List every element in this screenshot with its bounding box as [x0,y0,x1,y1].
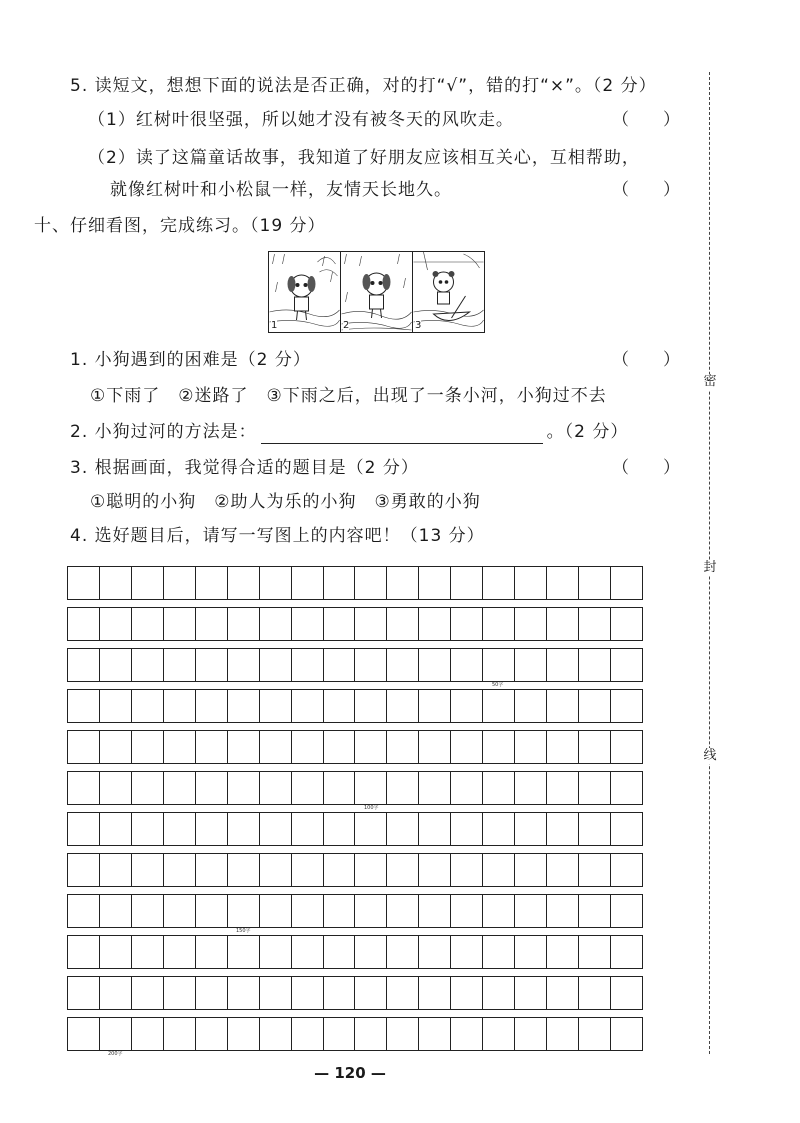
grid-cell[interactable] [419,649,451,681]
grid-cell[interactable] [100,936,132,968]
grid-cell[interactable] [611,936,643,968]
panel-number: 2 [343,320,350,331]
grid-cell[interactable] [260,854,292,886]
grid-cell[interactable] [196,731,228,763]
grid-cell[interactable] [68,1018,100,1050]
grid-cell[interactable] [196,649,228,681]
grid-cell[interactable] [451,977,483,1009]
grid-cell[interactable] [515,649,547,681]
grid-cell[interactable] [260,649,292,681]
grid-cell[interactable] [260,567,292,599]
grid-cell[interactable] [547,608,579,640]
word-count-marker: 100字 [364,805,379,811]
grid-cell[interactable] [515,731,547,763]
grid-cell[interactable] [419,608,451,640]
grid-cell[interactable] [611,895,643,927]
grid-cell[interactable] [196,813,228,845]
grid-cell[interactable] [579,813,611,845]
grid-cell[interactable] [579,772,611,804]
grid-cell[interactable] [324,854,356,886]
writing-grid[interactable] [67,566,643,1058]
grid-cell[interactable] [228,649,260,681]
grid-cell[interactable] [228,567,260,599]
answer-paren[interactable]: （ ） [612,350,680,370]
grid-cell[interactable] [483,936,515,968]
grid-cell[interactable] [611,854,643,886]
grid-row [67,730,643,764]
grid-cell[interactable] [196,567,228,599]
grid-cell[interactable] [355,649,387,681]
grid-cell[interactable] [196,854,228,886]
grid-cell[interactable] [164,977,196,1009]
grid-cell[interactable] [324,813,356,845]
grid-cell[interactable] [100,649,132,681]
grid-cell[interactable] [483,854,515,886]
grid-cell[interactable] [611,977,643,1009]
grid-cell[interactable] [579,1018,611,1050]
grid-cell[interactable] [515,772,547,804]
grid-row [67,689,643,723]
grid-cell[interactable] [132,567,164,599]
grid-cell[interactable] [355,977,387,1009]
grid-cell[interactable] [483,1018,515,1050]
grid-cell[interactable] [355,854,387,886]
grid-cell[interactable] [228,936,260,968]
grid-cell[interactable] [100,608,132,640]
grid-cell[interactable] [324,1018,356,1050]
q5-stem: 5. 读短文，想想下面的说法是否正确，对的打“√”，错的打“×”。（2 分） [70,76,657,96]
grid-cell[interactable] [355,567,387,599]
grid-cell[interactable] [355,690,387,722]
question-1-options: ①下雨了 ②迷路了 ③下雨之后，出现了一条小河，小狗过不去 [90,386,607,406]
grid-cell[interactable] [451,567,483,599]
grid-cell[interactable] [132,690,164,722]
grid-cell[interactable] [387,731,419,763]
q5-item-2-cont: 就像红树叶和小松鼠一样，友情天长地久。 [110,180,452,200]
grid-cell[interactable] [611,690,643,722]
grid-cell[interactable] [419,1018,451,1050]
grid-cell[interactable] [292,772,324,804]
grid-cell[interactable] [387,608,419,640]
grid-cell[interactable] [164,936,196,968]
grid-cell[interactable] [132,813,164,845]
grid-cell[interactable] [419,772,451,804]
grid-cell[interactable] [611,649,643,681]
grid-cell[interactable] [164,1018,196,1050]
grid-cell[interactable] [132,649,164,681]
grid-cell[interactable] [196,895,228,927]
grid-cell[interactable] [228,608,260,640]
grid-cell[interactable] [228,977,260,1009]
grid-cell[interactable] [324,649,356,681]
grid-cell[interactable] [68,977,100,1009]
grid-row [67,812,643,846]
grid-cell[interactable] [451,813,483,845]
grid-cell[interactable] [324,936,356,968]
grid-cell[interactable] [292,895,324,927]
grid-cell[interactable] [260,936,292,968]
grid-cell[interactable] [68,895,100,927]
grid-cell[interactable] [547,649,579,681]
grid-cell[interactable] [515,608,547,640]
grid-row [67,771,643,811]
grid-cell[interactable] [292,649,324,681]
grid-cell[interactable] [292,854,324,886]
grid-cell[interactable] [355,772,387,804]
question-2-label: 2. 小狗过河的方法是： [70,422,257,442]
grid-cell[interactable] [164,567,196,599]
grid-cell[interactable] [196,977,228,1009]
grid-row [67,976,643,1010]
grid-cell[interactable] [611,731,643,763]
grid-cell[interactable] [164,854,196,886]
grid-cell[interactable] [324,895,356,927]
grid-row [67,853,643,887]
question-2-score: 。（2 分） [546,422,629,442]
grid-cell[interactable] [355,608,387,640]
grid-cell[interactable] [164,772,196,804]
grid-cell[interactable] [292,977,324,1009]
grid-cell[interactable] [387,649,419,681]
grid-cell[interactable] [355,1018,387,1050]
grid-cell[interactable] [132,977,164,1009]
word-count-marker: 150字 [236,928,251,934]
grid-cell[interactable] [68,608,100,640]
grid-cell[interactable] [324,567,356,599]
grid-cell[interactable] [100,895,132,927]
grid-cell[interactable] [419,895,451,927]
grid-cell[interactable] [451,772,483,804]
grid-cell[interactable] [611,813,643,845]
grid-cell[interactable] [132,854,164,886]
binding-char: 密 [703,374,717,389]
grid-row [67,1017,643,1057]
grid-cell[interactable] [419,567,451,599]
answer-paren[interactable]: （ ） [612,180,680,200]
grid-cell[interactable] [451,649,483,681]
grid-cell[interactable] [132,936,164,968]
grid-cell[interactable] [579,649,611,681]
grid-cell[interactable] [547,895,579,927]
grid-cell[interactable] [292,608,324,640]
grid-cell[interactable] [547,977,579,1009]
grid-cell[interactable] [68,567,100,599]
grid-cell[interactable] [228,854,260,886]
grid-cell[interactable] [292,1018,324,1050]
grid-cell[interactable] [547,936,579,968]
grid-cell[interactable] [260,1018,292,1050]
grid-cell[interactable] [292,936,324,968]
grid-cell[interactable] [196,608,228,640]
comic-panel-2 [341,252,413,332]
grid-cell[interactable] [260,977,292,1009]
grid-row [67,935,643,969]
grid-cell[interactable] [547,854,579,886]
grid-cell[interactable] [228,731,260,763]
grid-cell[interactable] [515,936,547,968]
grid-cell[interactable] [68,731,100,763]
grid-cell[interactable] [387,977,419,1009]
grid-cell[interactable] [196,1018,228,1050]
grid-cell[interactable] [164,608,196,640]
grid-cell[interactable] [547,567,579,599]
grid-cell[interactable] [260,813,292,845]
grid-cell[interactable] [164,895,196,927]
grid-cell[interactable] [451,895,483,927]
grid-cell[interactable] [515,977,547,1009]
grid-cell[interactable] [100,690,132,722]
grid-cell[interactable] [451,731,483,763]
grid-cell[interactable] [611,772,643,804]
grid-cell[interactable] [547,690,579,722]
grid-cell[interactable] [419,731,451,763]
grid-cell[interactable] [451,608,483,640]
grid-cell[interactable] [292,731,324,763]
grid-cell[interactable] [132,608,164,640]
grid-cell[interactable] [100,1018,132,1050]
grid-cell[interactable] [260,895,292,927]
grid-row [67,648,643,688]
grid-cell[interactable] [196,772,228,804]
grid-cell[interactable] [387,936,419,968]
grid-cell[interactable] [228,813,260,845]
question-1: 1. 小狗遇到的困难是（2 分） [70,350,311,370]
grid-cell[interactable] [611,567,643,599]
grid-cell[interactable] [483,690,515,722]
panel-number: 3 [415,320,422,331]
grid-cell[interactable] [100,731,132,763]
grid-cell[interactable] [68,649,100,681]
grid-cell[interactable] [228,1018,260,1050]
grid-cell[interactable] [164,649,196,681]
grid-cell[interactable] [387,854,419,886]
grid-cell[interactable] [515,854,547,886]
grid-cell[interactable] [324,731,356,763]
grid-cell[interactable] [100,813,132,845]
grid-cell[interactable] [419,690,451,722]
grid-cell[interactable] [611,608,643,640]
grid-cell[interactable] [387,772,419,804]
grid-cell[interactable] [483,813,515,845]
grid-cell[interactable] [260,608,292,640]
grid-row [67,607,643,641]
grid-row [67,894,643,934]
grid-cell[interactable] [387,690,419,722]
question-3-options: ①聪明的小狗 ②助人为乐的小狗 ③勇敢的小狗 [90,492,481,512]
grid-cell[interactable] [515,690,547,722]
grid-cell[interactable] [228,772,260,804]
grid-cell[interactable] [100,854,132,886]
grid-cell[interactable] [515,813,547,845]
grid-cell[interactable] [68,813,100,845]
section-10-title: 十、仔细看图，完成练习。（19 分） [34,216,326,236]
grid-cell[interactable] [579,731,611,763]
q5-item-1: （1）红树叶很坚强，所以她才没有被冬天的风吹走。 [88,110,514,130]
grid-cell[interactable] [579,854,611,886]
grid-cell[interactable] [132,731,164,763]
grid-cell[interactable] [164,690,196,722]
question-4: 4. 选好题目后，请写一写图上的内容吧！（13 分） [70,526,485,546]
grid-cell[interactable] [132,1018,164,1050]
grid-cell[interactable] [515,1018,547,1050]
grid-cell[interactable] [355,731,387,763]
q5-item-2: （2）读了这篇童话故事，我知道了好朋友应该相互关心，互相帮助， [88,148,640,168]
grid-cell[interactable] [228,690,260,722]
comic-strip [268,251,485,333]
grid-cell[interactable] [451,1018,483,1050]
grid-row [67,566,643,600]
grid-cell[interactable] [164,731,196,763]
grid-cell[interactable] [483,567,515,599]
grid-cell[interactable] [579,608,611,640]
grid-cell[interactable] [292,690,324,722]
grid-cell[interactable] [579,936,611,968]
grid-cell[interactable] [68,936,100,968]
grid-cell[interactable] [292,813,324,845]
grid-cell[interactable] [324,977,356,1009]
grid-cell[interactable] [260,731,292,763]
grid-cell[interactable] [324,772,356,804]
grid-cell[interactable] [547,1018,579,1050]
grid-cell[interactable] [611,1018,643,1050]
grid-cell[interactable] [164,813,196,845]
grid-cell[interactable] [100,567,132,599]
grid-cell[interactable] [324,690,356,722]
page-number: — 120 — [314,1064,386,1082]
grid-cell[interactable] [483,772,515,804]
word-count-marker: 50字 [492,682,504,688]
question-3: 3. 根据画面，我觉得合适的题目是（2 分） [70,458,419,478]
answer-paren[interactable]: （ ） [612,458,680,478]
grid-cell[interactable] [515,567,547,599]
grid-cell[interactable] [387,1018,419,1050]
grid-cell[interactable] [579,977,611,1009]
grid-cell[interactable] [547,772,579,804]
grid-cell[interactable] [419,854,451,886]
grid-cell[interactable] [324,608,356,640]
grid-cell[interactable] [483,731,515,763]
grid-cell[interactable] [579,567,611,599]
grid-cell[interactable] [483,608,515,640]
grid-cell[interactable] [547,731,579,763]
comic-panel-1 [269,252,341,332]
grid-cell[interactable] [68,772,100,804]
answer-paren[interactable]: （ ） [612,110,680,130]
grid-cell[interactable] [228,895,260,927]
grid-cell[interactable] [419,936,451,968]
grid-cell[interactable] [419,813,451,845]
grid-cell[interactable] [515,895,547,927]
panel-number: 1 [271,320,278,331]
grid-cell[interactable] [100,772,132,804]
binding-char: 封 [703,560,717,575]
question-2 [70,420,628,444]
grid-cell[interactable] [419,977,451,1009]
binding-char: 线 [703,748,717,763]
grid-cell[interactable] [579,690,611,722]
grid-cell[interactable] [100,977,132,1009]
word-count-marker: 200字 [108,1051,123,1057]
grid-cell[interactable] [68,854,100,886]
grid-cell[interactable] [451,854,483,886]
grid-cell[interactable] [387,567,419,599]
grid-cell[interactable] [483,649,515,681]
grid-cell[interactable] [132,895,164,927]
grid-cell[interactable] [68,690,100,722]
comic-panel-3 [413,252,484,332]
grid-cell[interactable] [483,977,515,1009]
grid-cell[interactable] [132,772,164,804]
grid-cell[interactable] [292,567,324,599]
grid-cell[interactable] [387,813,419,845]
answer-blank[interactable] [261,425,543,444]
grid-cell[interactable] [579,895,611,927]
grid-cell[interactable] [451,690,483,722]
grid-cell[interactable] [387,895,419,927]
grid-cell[interactable] [355,813,387,845]
grid-cell[interactable] [196,936,228,968]
grid-cell[interactable] [355,936,387,968]
grid-cell[interactable] [355,895,387,927]
grid-cell[interactable] [483,895,515,927]
grid-cell[interactable] [196,690,228,722]
grid-cell[interactable] [260,772,292,804]
grid-cell[interactable] [547,813,579,845]
grid-cell[interactable] [260,690,292,722]
grid-cell[interactable] [451,936,483,968]
